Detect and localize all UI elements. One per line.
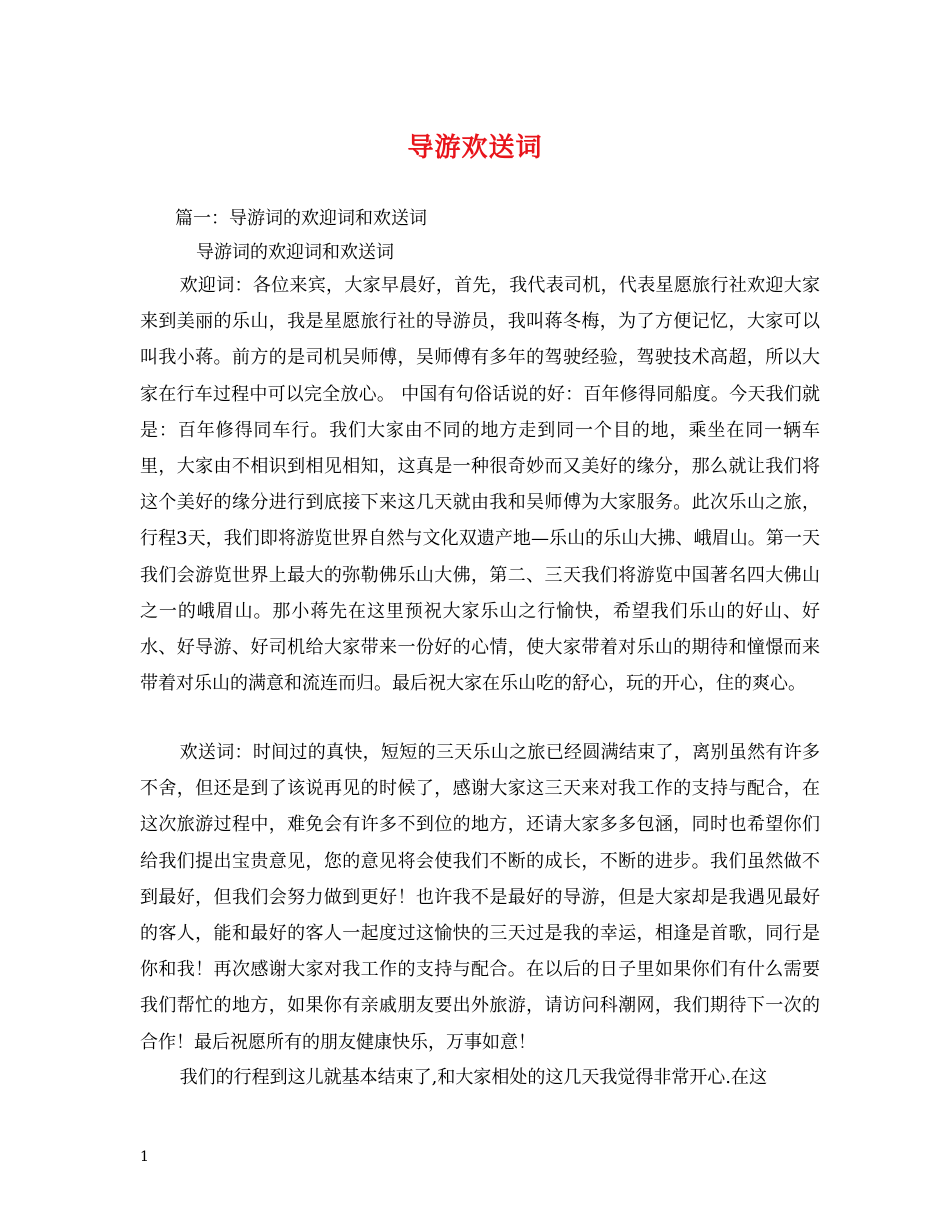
sub-heading: 导游词的欢迎词和欢送词 (196, 242, 394, 263)
paragraph-closing: 我们的行程到这儿就基本结束了,和大家相处的这几天我觉得非常开心.在这 (179, 1067, 768, 1088)
document-title: 导游欢送词 (407, 133, 543, 163)
paragraph-welcome: 欢迎词：各位来宾，大家早晨好，首先，我代表司机，代表星愿旅行社欢迎大家来到美丽的乐山，我是星愿旅行社的导游员，我叫蒋冬梅，为了方便记忆，大家可以叫我小蒋。前方的是司机吴师傅，吴师傅有多年的驾驶经验，驾驶技术高超，所以大家在行车过程中可以完全放心。 中国有句俗话说的好：百年修得同船度。今天我们就是：百年修得同车行。我们大家由不同的地方走到同一个目的地，乘坐在同一辆车里，大家由不相识到相见相知，这真是一种很奇妙而又美好的缘分，那么就让我们将这个美好的缘分进行到底接下来这几天就由我和吴师傅为大家服务。此次乐山之旅，行程3天，我们即将游览世界自然与文化双遗产地—乐山的乐山大拂、峨眉山。第一天我们会游览世界上最大的弥勒佛乐山大佛，第二、三天我们将游览中国著名四大佛山之一的峨眉山。那小蒋先在这里预祝大家乐山之行愉快，希望我们乐山的好山、好水、好导游、好司机给大家带来一份好的心情，使大家带着对乐山的期待和憧憬而来带着对乐山的满意和流连而归。最后祝大家在乐山吃的舒心，玩的开心，住的爽心。 (140, 275, 820, 695)
page-number: 1 (140, 1149, 149, 1165)
section-heading: 篇一：导游词的欢迎词和欢送词 (175, 208, 427, 229)
paragraph-farewell: 欢送词：时间过的真快，短短的三天乐山之旅已经圆满结束了，离别虽然有许多不舍，但还是到了该说再见的时候了，感谢大家这三天来对我工作的支持与配合，在这次旅游过程中，难免会有许多不到位的地方，还请大家多多包涵，同时也希望你们给我们提出宝贵意见，您的意见将会使我们不断的成长，不断的进步。我们虽然做不到最好，但我们会努力做到更好！也许我不是最好的导游，但是大家却是我遇见最好的客人，能和最好的客人一起度过这愉快的三天过是我的幸运，相逢是首歌，同行是你和我！再次感谢大家对我工作的支持与配合。在以后的日子里如果你们有什么需要我们帮忙的地方，如果你有亲戚朋友要出外旅游，请访问科潮网，我们期待下一次的合作！最后祝愿所有的朋友健康快乐，万事如意！ (140, 742, 820, 1053)
